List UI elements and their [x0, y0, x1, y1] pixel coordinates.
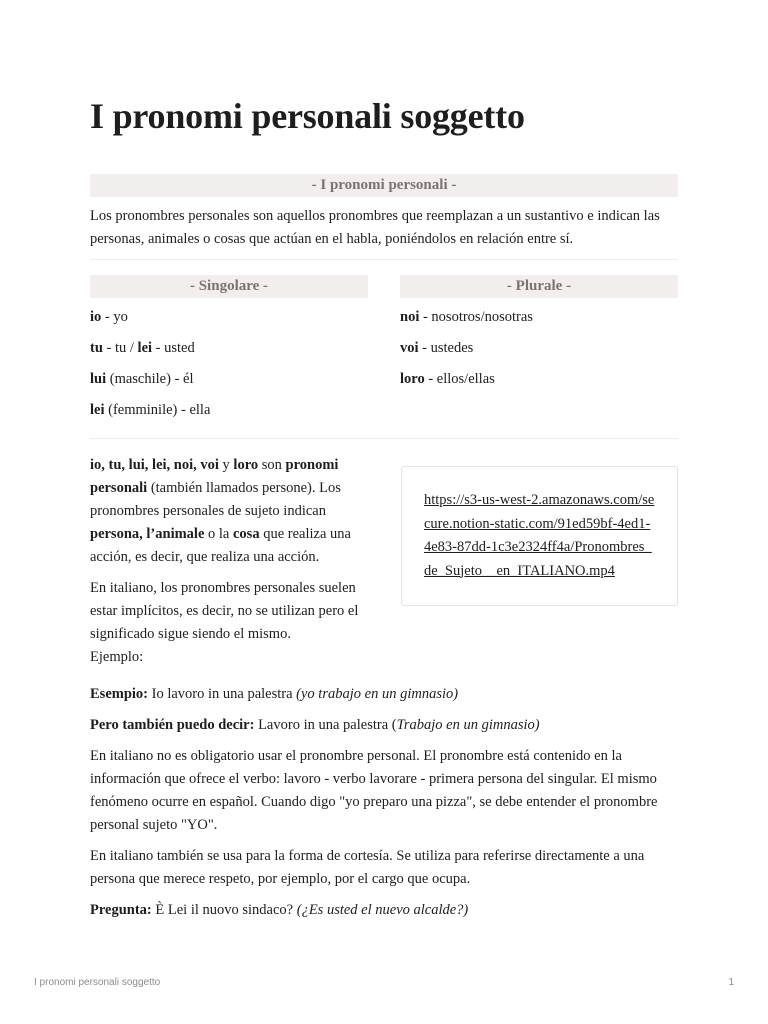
bold-text: cosa [232, 526, 260, 542]
plurale-heading: - Plurale - [400, 275, 678, 298]
list-item [90, 368, 368, 391]
video-embed [401, 466, 678, 606]
section-heading-pronomi: - I pronomi personali - [90, 174, 678, 197]
list-item [400, 337, 678, 360]
body-paragraph: En italiano también se usa para la forma de cortesía. Se utiliza para referirse directamente a una persona que merece respeto, por ejemplo, por el cargo que ocupa. [90, 848, 645, 887]
singolare-list [90, 306, 368, 422]
pronoun-es: - ellos/ellas [424, 371, 495, 387]
footer-title: I pronomi personali soggetto [34, 977, 161, 988]
pronoun-it: lei [90, 402, 105, 418]
body-paragraph: En italiano no es obligatorio usar el pronombre personal. El pronombre está contenido en la información que ofrece el verbo: lavoro - verbo lavorare - primera persona del singular. El mismo fenómeno ocurre en español. Cuando digo "yo preparo una pizza", se debe entender el pronombre personal sujeto "YO". [90, 748, 658, 833]
text: son [258, 457, 286, 473]
plurale-column [400, 275, 678, 422]
video-link[interactable]: https://s3-us-west-2.amazonaws.com/secure.notion-static.com/91ed59bf-4ed1-4e83-87dd-1c3e2324ff4a/Pronombres_de_Sujeto__en_ITALIANO.mp4 [424, 492, 655, 579]
singolare-column [90, 275, 368, 422]
plurale-list [400, 306, 678, 391]
explanation-row [90, 454, 678, 669]
text: È Lei il nuovo sindaco? [151, 902, 297, 918]
explanation-paragraph [90, 454, 370, 569]
list-item [90, 337, 368, 360]
pronoun-es: (femminile) - ella [104, 402, 211, 418]
text: (también llamados persone). Los pronombres personales de sujeto indican [90, 480, 341, 519]
text: o la [204, 526, 233, 542]
pronoun-es: - ustedes [418, 340, 474, 356]
page-number: 1 [728, 977, 734, 988]
bold-text: Pregunta: [90, 902, 152, 918]
pronoun-it: tu [90, 340, 103, 356]
italic-text: (yo trabajo en un gimnasio) [296, 686, 459, 702]
list-item [90, 399, 368, 422]
example-paragraph [90, 714, 678, 737]
pronoun-it: voi [400, 340, 419, 356]
page-footer [34, 977, 734, 988]
text: y [218, 457, 234, 473]
question-paragraph [90, 899, 678, 922]
italic-text: (¿Es usted el nuevo alcalde?) [296, 902, 469, 918]
italic-text: Trabajo en un gimnasio) [396, 717, 540, 733]
bold-text: persona, l’animale [90, 526, 205, 542]
examples-block [90, 683, 678, 922]
divider [90, 259, 678, 260]
bold-text: loro [233, 457, 259, 473]
bold-text: Esempio: [90, 686, 148, 702]
bold-text: Pero también puedo decir: [90, 717, 255, 733]
list-item [400, 368, 678, 391]
pronoun-it: io [90, 309, 102, 325]
pronoun-es: - usted [152, 340, 195, 356]
pronoun-it: loro [400, 371, 425, 387]
pronoun-it: noi [400, 309, 420, 325]
implicit-paragraph [90, 577, 370, 669]
pronoun-columns [90, 275, 678, 422]
intro-paragraph: Los pronombres personales son aquellos pronombres que reemplazan a un sustantivo e indican las personas, animales o cosas que actúan en el habla, poniéndolos en relación entre sí. [90, 208, 660, 247]
text: que realiza una acción, es decir, que realiza una acción. [90, 526, 351, 565]
bold-text: io, tu, lui, lei, noi, voi [90, 457, 219, 473]
text: En italiano, los pronombres personales suelen estar implícitos, es decir, no se utilizan pero el significado sigue siendo el mismo. [90, 580, 359, 642]
text: Io lavoro in una palestra [148, 686, 297, 702]
explanation-text [90, 454, 370, 669]
pronoun-es: (maschile) - él [106, 371, 194, 387]
pronoun-es: - yo [101, 309, 128, 325]
divider [90, 438, 678, 439]
pronoun-es: - nosotros/nosotras [419, 309, 533, 325]
bold-text: pronomi personali [90, 457, 339, 496]
list-item [400, 306, 678, 329]
document-page [90, 94, 678, 922]
list-item [90, 306, 368, 329]
pronoun-it: lei [137, 340, 153, 356]
pronoun-it: lui [90, 371, 107, 387]
singolare-heading: - Singolare - [90, 275, 368, 298]
example-paragraph [90, 683, 678, 706]
text: Ejemplo: [90, 649, 144, 665]
page-title: I pronomi personali soggetto [90, 96, 525, 136]
pronoun-es: - tu / [102, 340, 138, 356]
text: Lavoro in una palestra ( [254, 717, 397, 733]
